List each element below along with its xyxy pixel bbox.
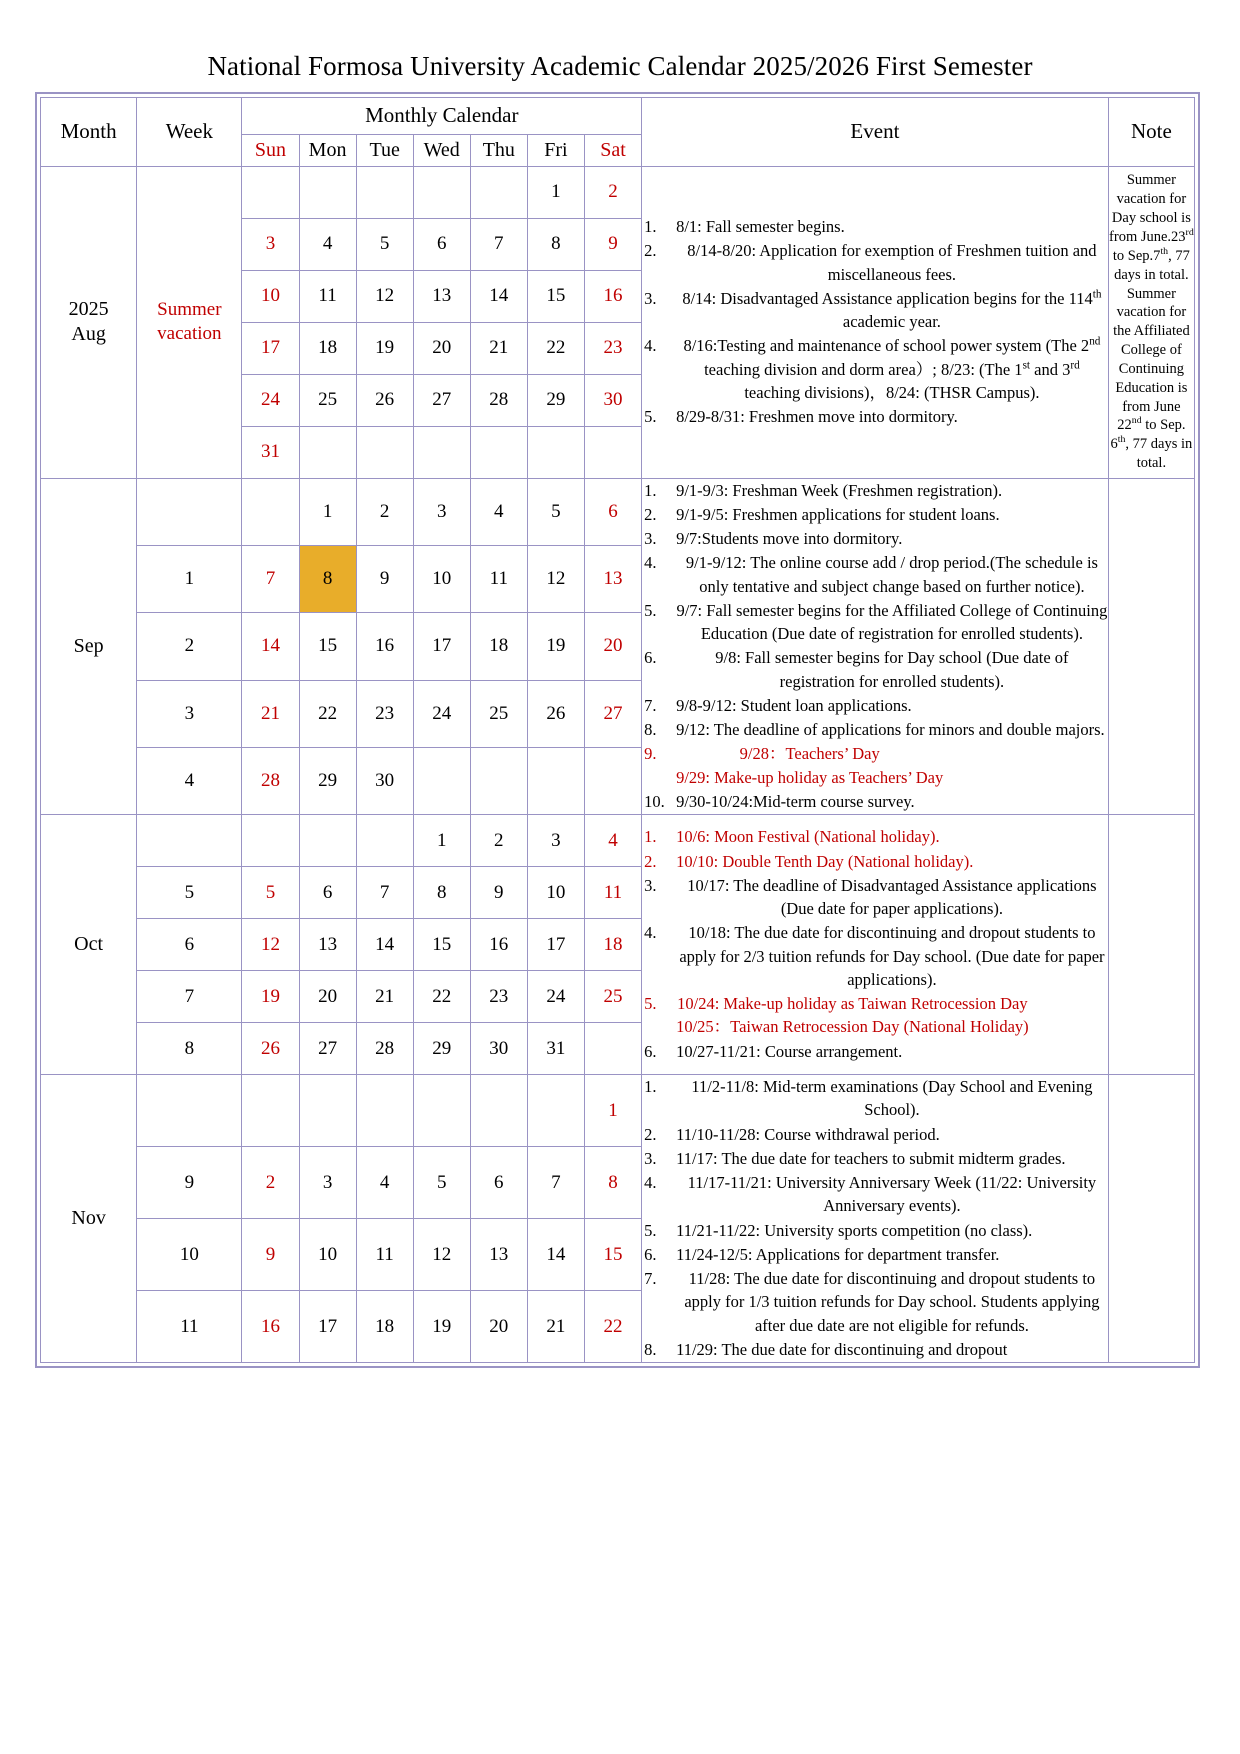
day-cell-empty (413, 166, 470, 218)
day-cell-oct-21[interactable]: 21 (356, 971, 413, 1023)
day-cell-aug-15[interactable]: 15 (527, 270, 584, 322)
header-dow-sat: Sat (584, 134, 641, 166)
day-cell-sep-7[interactable]: 7 (242, 545, 299, 612)
day-cell-oct-28[interactable]: 28 (356, 1023, 413, 1075)
event-number: 5. (644, 600, 657, 620)
event-item (642, 287, 1108, 334)
day-cell-sep-27[interactable]: 27 (584, 680, 641, 747)
event-text: 10/27-11/21: Course arrangement. (676, 1041, 903, 1061)
event-number: 3. (644, 875, 657, 895)
day-cell-nov-13[interactable]: 13 (470, 1219, 527, 1291)
day-cell-sep-2[interactable]: 2 (356, 478, 413, 545)
page-title: National Formosa University Academic Calendar 2025/2026 First Semester (207, 51, 1033, 81)
event-text: 9/1-9/3: Freshman Week (Freshmen registration). (676, 480, 1003, 500)
day-cell-oct-1[interactable]: 1 (413, 815, 470, 867)
day-cell-nov-14[interactable]: 14 (527, 1219, 584, 1291)
event-text: 9/7: Fall semester begins for the Affiliated College of Continuing Education (Due date of registration for enrolled students). (676, 600, 1108, 644)
week-number: 1 (137, 545, 242, 612)
day-cell-oct-9[interactable]: 9 (470, 867, 527, 919)
day-cell-sep-12[interactable]: 12 (527, 545, 584, 612)
event-number: 3. (644, 1148, 657, 1168)
event-text: 10/24: Make-up holiday as Taiwan Retrocession Day 10/25：Taiwan Retrocession Day (National Holiday) (676, 994, 1029, 1037)
day-cell-aug-4[interactable]: 4 (299, 218, 356, 270)
event-number: 9. (644, 744, 657, 764)
event-number: 4. (644, 1173, 657, 1193)
day-cell-nov-17[interactable]: 17 (299, 1291, 356, 1363)
event-number: 2. (644, 1124, 657, 1144)
event-number: 1. (644, 1077, 657, 1097)
day-cell-nov-9[interactable]: 9 (242, 1219, 299, 1291)
day-cell-oct-8[interactable]: 8 (413, 867, 470, 919)
table-row (41, 815, 1195, 867)
day-cell-oct-24[interactable]: 24 (527, 971, 584, 1023)
event-number: 2. (644, 504, 657, 524)
day-cell-empty (584, 747, 641, 814)
day-cell-aug-28[interactable]: 28 (470, 374, 527, 426)
day-cell-empty (299, 166, 356, 218)
day-cell-sep-13[interactable]: 13 (584, 545, 641, 612)
day-cell-nov-7[interactable]: 7 (527, 1147, 584, 1219)
week-number (137, 478, 242, 545)
day-cell-oct-14[interactable]: 14 (356, 919, 413, 971)
week-number (137, 1075, 242, 1147)
event-item (642, 921, 1108, 991)
event-number: 2. (644, 241, 657, 261)
day-cell-empty (242, 1075, 299, 1147)
day-cell-oct-18[interactable]: 18 (584, 919, 641, 971)
day-cell-aug-2[interactable]: 2 (584, 166, 641, 218)
week-number: 7 (137, 971, 242, 1023)
day-cell-sep-1[interactable]: 1 (299, 478, 356, 545)
day-cell-sep-28[interactable]: 28 (242, 747, 299, 814)
event-text: 9/1-9/12: The online course add / drop period.(The schedule is only tentative and subject change based on further notice). (685, 553, 1098, 596)
event-item (642, 992, 1108, 1039)
week-number: 4 (137, 747, 242, 814)
day-cell-sep-6[interactable]: 6 (584, 478, 641, 545)
day-cell-oct-6[interactable]: 6 (299, 867, 356, 919)
day-cell-oct-3[interactable]: 3 (527, 815, 584, 867)
day-cell-sep-25[interactable]: 25 (470, 680, 527, 747)
day-cell-sep-21[interactable]: 21 (242, 680, 299, 747)
event-text: 8/16:Testing and maintenance of school power system (The 2nd teaching division and dorm area）; 8/23: (The 1st and 3rd teaching divisions)，8/24: (THSR Campus). (683, 335, 1101, 402)
day-cell-empty (527, 747, 584, 814)
event-text: 8/14-8/20: Application for exemption of Freshmen tuition and miscellaneous fees. (687, 241, 1097, 284)
day-cell-aug-16[interactable]: 16 (584, 270, 641, 322)
day-cell-empty (356, 426, 413, 478)
day-cell-aug-23[interactable]: 23 (584, 322, 641, 374)
week-label-summer-vacation: Summer vacation (137, 166, 242, 478)
table-row (41, 478, 1195, 545)
event-text: 11/2-11/8: Mid-term examinations (Day School and Evening School). (691, 1077, 1093, 1120)
day-cell-oct-29[interactable]: 29 (413, 1023, 470, 1075)
day-cell-oct-19[interactable]: 19 (242, 971, 299, 1023)
day-cell-nov-2[interactable]: 2 (242, 1147, 299, 1219)
day-cell-empty (356, 815, 413, 867)
day-cell-empty (299, 1075, 356, 1147)
event-text: 8/29-8/31: Freshmen move into dormitory. (676, 407, 958, 427)
day-cell-oct-7[interactable]: 7 (356, 867, 413, 919)
table-row (41, 1075, 1195, 1147)
day-cell-aug-8[interactable]: 8 (527, 218, 584, 270)
day-cell-empty (584, 426, 641, 478)
event-item (642, 718, 1108, 741)
event-number: 7. (644, 1269, 657, 1289)
day-cell-empty (413, 1075, 470, 1147)
event-item (642, 1243, 1108, 1266)
day-cell-nov-20[interactable]: 20 (470, 1291, 527, 1363)
day-cell-sep-17[interactable]: 17 (413, 613, 470, 680)
day-cell-oct-20[interactable]: 20 (299, 971, 356, 1023)
day-cell-empty (242, 166, 299, 218)
day-cell-nov-12[interactable]: 12 (413, 1219, 470, 1291)
day-cell-oct-17[interactable]: 17 (527, 919, 584, 971)
day-cell-nov-8[interactable]: 8 (584, 1147, 641, 1219)
week-number: 11 (137, 1291, 242, 1363)
day-cell-aug-14[interactable]: 14 (470, 270, 527, 322)
day-cell-aug-24[interactable]: 24 (242, 374, 299, 426)
day-cell-nov-5[interactable]: 5 (413, 1147, 470, 1219)
day-cell-aug-19[interactable]: 19 (356, 322, 413, 374)
event-number: 1. (644, 217, 657, 237)
event-text: 11/24-12/5: Applications for department transfer. (676, 1244, 1000, 1264)
day-cell-sep-26[interactable]: 26 (527, 680, 584, 747)
day-cell-aug-25[interactable]: 25 (299, 374, 356, 426)
event-text: 10/6: Moon Festival (National holiday). (676, 827, 940, 847)
event-list (642, 1075, 1108, 1361)
event-number: 5. (644, 1220, 657, 1240)
event-cell-oct (642, 815, 1109, 1075)
day-cell-oct-13[interactable]: 13 (299, 919, 356, 971)
event-item (642, 215, 1108, 238)
academic-calendar-table (40, 97, 1195, 1364)
event-number: 2. (644, 851, 657, 871)
event-number: 3. (644, 288, 657, 308)
event-text: 9/1-9/5: Freshmen applications for student loans. (676, 504, 1000, 524)
week-number: 10 (137, 1219, 242, 1291)
header-dow-sun: Sun (242, 134, 299, 166)
day-cell-oct-25[interactable]: 25 (584, 971, 641, 1023)
event-text: 11/17: The due date for teachers to submit midterm grades. (676, 1148, 1066, 1168)
event-item (642, 1147, 1108, 1170)
day-cell-aug-18[interactable]: 18 (299, 322, 356, 374)
day-cell-nov-10[interactable]: 10 (299, 1219, 356, 1291)
day-cell-aug-31[interactable]: 31 (242, 426, 299, 478)
day-cell-oct-10[interactable]: 10 (527, 867, 584, 919)
event-number: 4. (644, 336, 657, 356)
event-text: 10/18: The due date for discontinuing and dropout students to apply for 2/3 tuition refunds for Day school. (Due date for paper applications). (679, 923, 1105, 989)
event-number: 6. (644, 648, 657, 668)
event-text: 8/14: Disadvantaged Assistance application begins for the 114th academic year. (682, 288, 1102, 332)
day-cell-oct-5[interactable]: 5 (242, 867, 299, 919)
day-cell-sep-4[interactable]: 4 (470, 478, 527, 545)
week-number: 2 (137, 613, 242, 680)
day-cell-sep-23[interactable]: 23 (356, 680, 413, 747)
day-cell-sep-15[interactable]: 15 (299, 613, 356, 680)
event-number: 1. (644, 480, 657, 500)
day-cell-aug-26[interactable]: 26 (356, 374, 413, 426)
day-cell-empty (299, 426, 356, 478)
event-text: 11/28: The due date for discontinuing and dropout students to apply for 1/3 tuition refunds for Day school. Students applying after due date are not eligible for refunds. (684, 1269, 1100, 1335)
event-number: 8. (644, 1339, 657, 1359)
day-cell-empty (584, 1023, 641, 1075)
month-label-nov: Nov (41, 1075, 137, 1363)
header-dow-thu: Thu (470, 134, 527, 166)
day-cell-aug-20[interactable]: 20 (413, 322, 470, 374)
day-cell-nov-21[interactable]: 21 (527, 1291, 584, 1363)
event-number: 1. (644, 827, 657, 847)
week-number: 9 (137, 1147, 242, 1219)
event-number: 8. (644, 720, 657, 740)
event-number: 7. (644, 695, 657, 715)
event-text: 11/17-11/21: University Anniversary Week (11/22: University Anniversary events). (687, 1173, 1097, 1216)
event-number: 5. (644, 994, 657, 1014)
day-cell-oct-27[interactable]: 27 (299, 1023, 356, 1075)
header-dow-tue: Tue (356, 134, 413, 166)
day-cell-sep-8[interactable]: 8 (299, 545, 356, 612)
event-item (642, 874, 1108, 921)
event-item (642, 239, 1108, 286)
event-text: 9/7:Students move into dormitory. (676, 529, 903, 549)
day-cell-aug-11[interactable]: 11 (299, 270, 356, 322)
month-label-oct: Oct (41, 815, 137, 1075)
event-text: 10/17: The deadline of Disadvantaged Assistance applications (Due date for paper applications). (687, 875, 1097, 919)
event-item (642, 1219, 1108, 1242)
header-note: Note (1108, 97, 1194, 166)
event-item (642, 527, 1108, 550)
day-cell-sep-9[interactable]: 9 (356, 545, 413, 612)
day-cell-nov-18[interactable]: 18 (356, 1291, 413, 1363)
week-number: 6 (137, 919, 242, 971)
day-cell-empty (242, 815, 299, 867)
day-cell-sep-14[interactable]: 14 (242, 613, 299, 680)
day-cell-empty (470, 1075, 527, 1147)
event-text: 10/10: Double Tenth Day (National holiday). (676, 851, 974, 871)
day-cell-aug-13[interactable]: 13 (413, 270, 470, 322)
event-item (642, 503, 1108, 526)
day-cell-empty (470, 426, 527, 478)
table-body (41, 166, 1195, 1363)
event-number: 4. (644, 923, 657, 943)
header-dow-mon: Mon (299, 134, 356, 166)
day-cell-sep-19[interactable]: 19 (527, 613, 584, 680)
event-cell-sep (642, 478, 1109, 815)
event-item (642, 1267, 1108, 1337)
note-cell-aug: Summer vacation for Day school is from June.23rd to Sep.7th, 77 days in total. Summer vacation for the Affiliated College of Continuing Education is from June 22nd to Sep. 6th, 77 days in total. (1108, 166, 1194, 478)
day-cell-oct-26[interactable]: 26 (242, 1023, 299, 1075)
day-cell-sep-22[interactable]: 22 (299, 680, 356, 747)
week-number: 5 (137, 867, 242, 919)
day-cell-aug-1[interactable]: 1 (527, 166, 584, 218)
month-label-sep: Sep (41, 478, 137, 815)
header-monthly-calendar: Monthly Calendar (242, 97, 642, 134)
event-item (642, 599, 1108, 646)
event-item (642, 334, 1108, 404)
day-cell-oct-15[interactable]: 15 (413, 919, 470, 971)
event-text: 9/12: The deadline of applications for minors and double majors. (676, 720, 1105, 740)
day-cell-aug-27[interactable]: 27 (413, 374, 470, 426)
header-dow-fri: Fri (527, 134, 584, 166)
day-cell-aug-30[interactable]: 30 (584, 374, 641, 426)
event-item (642, 742, 1108, 789)
header-month: Month (41, 97, 137, 166)
event-number: 5. (644, 407, 657, 427)
day-cell-oct-30[interactable]: 30 (470, 1023, 527, 1075)
day-cell-nov-3[interactable]: 3 (299, 1147, 356, 1219)
event-text: 9/8: Fall semester begins for Day school (Due date of registration for enrolled students). (715, 648, 1069, 691)
day-cell-nov-1[interactable]: 1 (584, 1075, 641, 1147)
day-cell-aug-5[interactable]: 5 (356, 218, 413, 270)
event-text: 11/10-11/28: Course withdrawal period. (676, 1124, 940, 1144)
day-cell-sep-18[interactable]: 18 (470, 613, 527, 680)
header-event: Event (642, 97, 1109, 166)
day-cell-aug-3[interactable]: 3 (242, 218, 299, 270)
day-cell-oct-23[interactable]: 23 (470, 971, 527, 1023)
event-number: 6. (644, 1041, 657, 1061)
week-number: 3 (137, 680, 242, 747)
day-cell-empty (470, 166, 527, 218)
event-item (642, 646, 1108, 693)
day-cell-sep-16[interactable]: 16 (356, 613, 413, 680)
day-cell-empty (413, 426, 470, 478)
day-cell-oct-4[interactable]: 4 (584, 815, 641, 867)
event-text: 11/29: The due date for discontinuing and dropout (676, 1339, 1008, 1359)
day-cell-empty (470, 747, 527, 814)
day-cell-empty (299, 815, 356, 867)
day-cell-sep-3[interactable]: 3 (413, 478, 470, 545)
day-cell-nov-6[interactable]: 6 (470, 1147, 527, 1219)
event-item (642, 1075, 1108, 1122)
table-row (41, 166, 1195, 218)
day-cell-oct-16[interactable]: 16 (470, 919, 527, 971)
event-number: 3. (644, 529, 657, 549)
day-cell-oct-2[interactable]: 2 (470, 815, 527, 867)
day-cell-sep-30[interactable]: 30 (356, 747, 413, 814)
note-cell-sep (1108, 478, 1194, 815)
event-item (642, 1171, 1108, 1218)
event-item (642, 790, 1108, 813)
day-cell-empty (356, 166, 413, 218)
day-cell-sep-11[interactable]: 11 (470, 545, 527, 612)
day-cell-oct-31[interactable]: 31 (527, 1023, 584, 1075)
day-cell-aug-17[interactable]: 17 (242, 322, 299, 374)
event-text: 8/1: Fall semester begins. (676, 217, 845, 237)
event-item (642, 1040, 1108, 1063)
day-cell-nov-16[interactable]: 16 (242, 1291, 299, 1363)
day-cell-aug-7[interactable]: 7 (470, 218, 527, 270)
calendar-frame (35, 92, 1200, 1369)
event-text: 9/8-9/12: Student loan applications. (676, 695, 912, 715)
note-cell-nov (1108, 1075, 1194, 1363)
event-text: 9/28：Teachers’ Day 9/29: Make-up holiday as Teachers’ Day (676, 744, 944, 787)
day-cell-empty (242, 478, 299, 545)
day-cell-aug-10[interactable]: 10 (242, 270, 299, 322)
day-cell-empty (356, 1075, 413, 1147)
table-header (41, 97, 1195, 166)
day-cell-nov-11[interactable]: 11 (356, 1219, 413, 1291)
day-cell-aug-12[interactable]: 12 (356, 270, 413, 322)
header-week: Week (137, 97, 242, 166)
event-item (642, 850, 1108, 873)
event-number: 6. (644, 1244, 657, 1264)
day-cell-nov-4[interactable]: 4 (356, 1147, 413, 1219)
day-cell-oct-12[interactable]: 12 (242, 919, 299, 971)
day-cell-nov-19[interactable]: 19 (413, 1291, 470, 1363)
event-item (642, 1123, 1108, 1146)
day-cell-sep-10[interactable]: 10 (413, 545, 470, 612)
day-cell-aug-21[interactable]: 21 (470, 322, 527, 374)
event-number: 4. (644, 553, 657, 573)
event-item (642, 825, 1108, 848)
day-cell-sep-29[interactable]: 29 (299, 747, 356, 814)
day-cell-oct-11[interactable]: 11 (584, 867, 641, 919)
event-text: 9/30-10/24:Mid-term course survey. (676, 791, 915, 811)
event-list (642, 215, 1108, 428)
event-list (642, 825, 1108, 1063)
day-cell-aug-9[interactable]: 9 (584, 218, 641, 270)
event-item (642, 405, 1108, 428)
day-cell-aug-29[interactable]: 29 (527, 374, 584, 426)
week-number: 8 (137, 1023, 242, 1075)
day-cell-aug-6[interactable]: 6 (413, 218, 470, 270)
event-item (642, 694, 1108, 717)
event-item (642, 551, 1108, 598)
event-list (642, 479, 1108, 814)
day-cell-empty (527, 1075, 584, 1147)
event-text: 11/21-11/22: University sports competition (no class). (676, 1220, 1033, 1240)
header-dow-wed: Wed (413, 134, 470, 166)
event-cell-aug (642, 166, 1109, 478)
week-number (137, 815, 242, 867)
day-cell-nov-22[interactable]: 22 (584, 1291, 641, 1363)
day-cell-oct-22[interactable]: 22 (413, 971, 470, 1023)
event-cell-nov (642, 1075, 1109, 1363)
day-cell-aug-22[interactable]: 22 (527, 322, 584, 374)
event-item (642, 479, 1108, 502)
day-cell-sep-5[interactable]: 5 (527, 478, 584, 545)
day-cell-sep-20[interactable]: 20 (584, 613, 641, 680)
month-label-aug: 2025 Aug (41, 166, 137, 478)
event-number: 10. (644, 791, 665, 811)
day-cell-nov-15[interactable]: 15 (584, 1219, 641, 1291)
day-cell-empty (413, 747, 470, 814)
day-cell-sep-24[interactable]: 24 (413, 680, 470, 747)
note-cell-oct (1108, 815, 1194, 1075)
day-cell-empty (527, 426, 584, 478)
event-item (642, 1338, 1108, 1361)
